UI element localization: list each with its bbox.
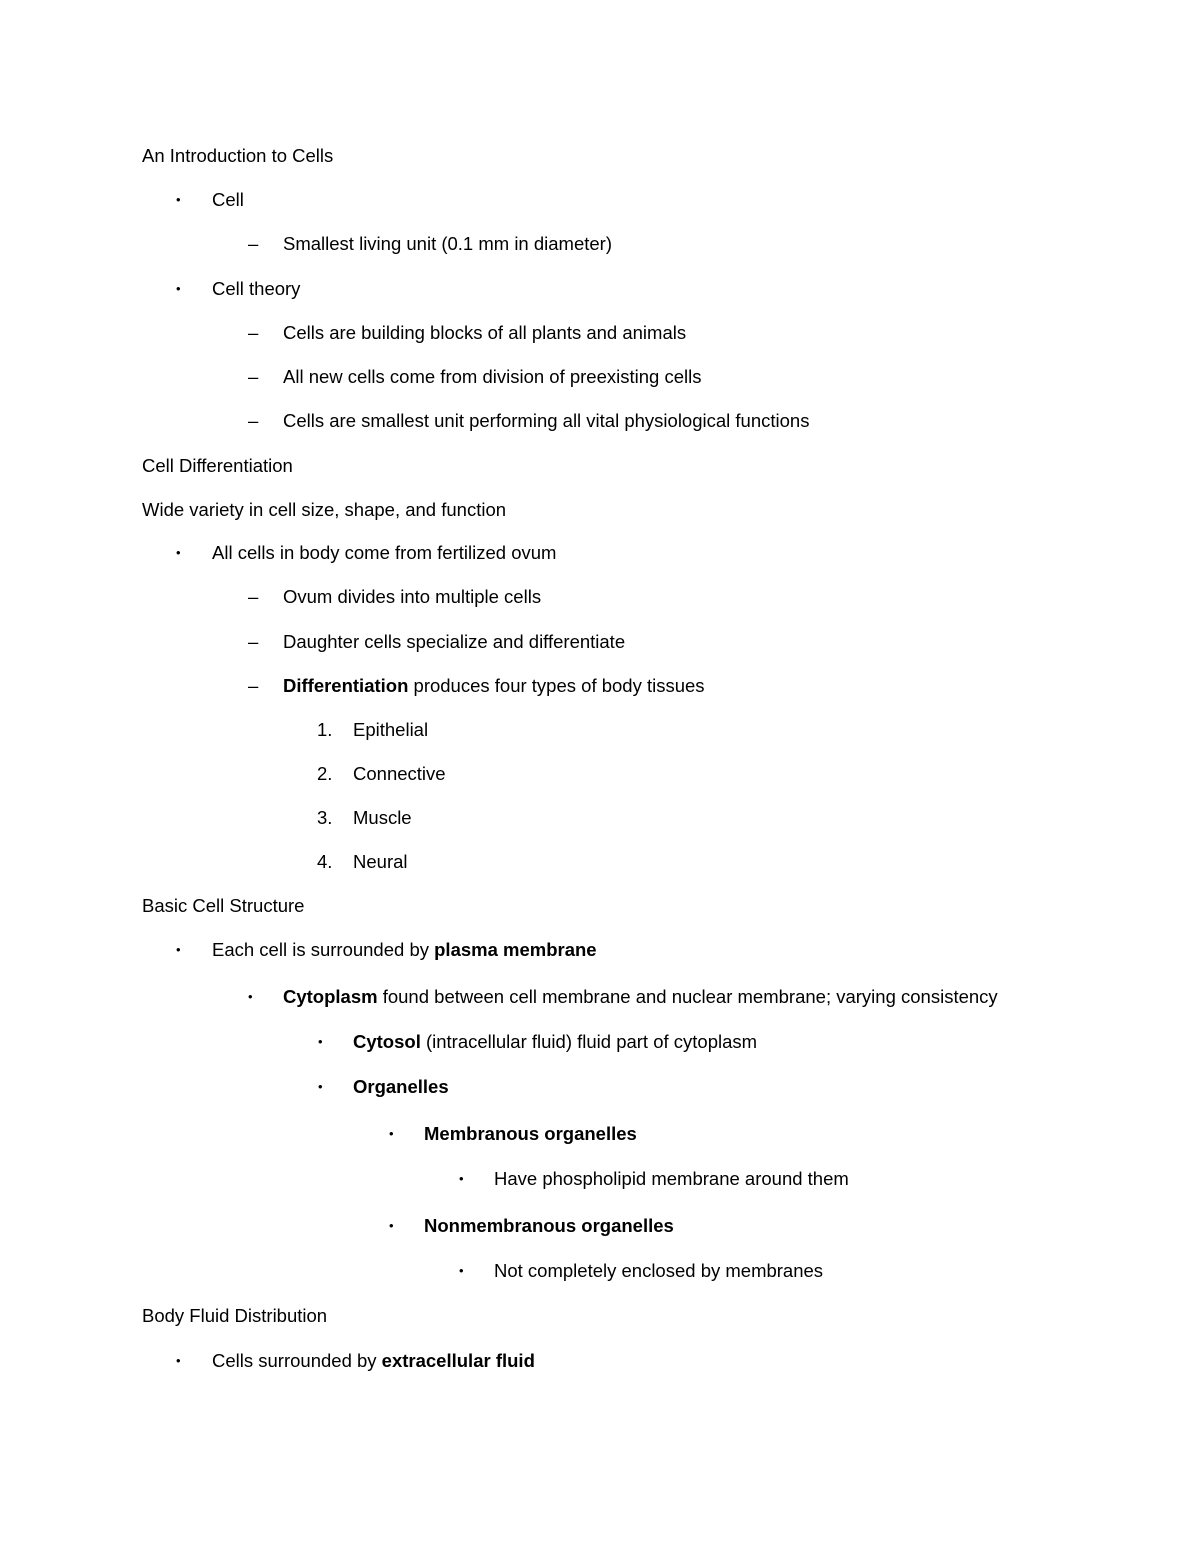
number-marker: 4. xyxy=(317,851,333,872)
list-item xyxy=(212,1349,535,1373)
list-item: Organelles xyxy=(353,1076,449,1097)
bold-term: Cytosol xyxy=(353,1031,421,1052)
bullet-marker: • xyxy=(176,192,181,207)
list-item: All cells in body come from fertilized ovum xyxy=(212,542,557,563)
list-item: Cells are building blocks of all plants and animals xyxy=(283,322,687,343)
list-item: All new cells come from division of preexisting cells xyxy=(283,366,702,387)
numbered-item: Neural xyxy=(353,851,408,872)
list-item xyxy=(212,938,597,962)
bold-term: plasma membrane xyxy=(434,939,597,960)
list-item: Membranous organelles xyxy=(424,1123,637,1144)
list-item: Nonmembranous organelles xyxy=(424,1215,674,1236)
list-item: Daughter cells specialize and differentiate xyxy=(283,631,626,652)
section-heading: Cell Differentiation xyxy=(142,455,293,476)
dash-marker: – xyxy=(248,322,259,343)
list-item: Have phospholipid membrane around them xyxy=(494,1168,849,1189)
bullet-marker: • xyxy=(389,1126,394,1141)
numbered-item: Epithelial xyxy=(353,719,429,740)
bullet-marker: • xyxy=(459,1171,464,1186)
list-item: Ovum divides into multiple cells xyxy=(283,586,542,607)
list-item xyxy=(353,1030,757,1054)
bullet-marker: • xyxy=(248,989,253,1004)
list-item xyxy=(283,674,705,698)
list-item: Cell xyxy=(212,189,244,210)
dash-marker: – xyxy=(248,586,259,607)
dash-marker: – xyxy=(248,675,259,696)
item-text: Cells surrounded by xyxy=(212,1350,382,1371)
section-heading: Body Fluid Distribution xyxy=(142,1305,328,1326)
list-item: Not completely enclosed by membranes xyxy=(494,1260,824,1281)
item-text: (intracellular fluid) fluid part of cytoplasm xyxy=(420,1031,758,1052)
list-item xyxy=(283,985,998,1009)
bullet-marker: • xyxy=(176,281,181,296)
item-text: produces four types of body tissues xyxy=(408,675,705,696)
numbered-item: Connective xyxy=(353,763,446,784)
list-item: Smallest living unit (0.1 mm in diameter) xyxy=(283,233,612,254)
bullet-marker: • xyxy=(318,1034,323,1049)
section-subheading: Wide variety in cell size, shape, and function xyxy=(142,499,507,520)
bullet-marker: • xyxy=(176,942,181,957)
dash-marker: – xyxy=(248,410,259,431)
list-item: Cells are smallest unit performing all vital physiological functions xyxy=(283,410,810,431)
number-marker: 2. xyxy=(317,763,333,784)
section-heading: An Introduction to Cells xyxy=(142,145,334,166)
number-marker: 1. xyxy=(317,719,333,740)
bullet-marker: • xyxy=(176,545,181,560)
number-marker: 3. xyxy=(317,807,333,828)
bullet-marker: • xyxy=(176,1353,181,1368)
bullet-marker: • xyxy=(318,1079,323,1094)
dash-marker: – xyxy=(248,631,259,652)
list-item: Cell theory xyxy=(212,278,301,299)
item-text: Each cell is surrounded by xyxy=(212,939,435,960)
bold-term: Cytoplasm xyxy=(283,986,378,1007)
dash-marker: – xyxy=(248,233,259,254)
bullet-marker: • xyxy=(459,1263,464,1278)
numbered-item: Muscle xyxy=(353,807,412,828)
dash-marker: – xyxy=(248,366,259,387)
section-heading: Basic Cell Structure xyxy=(142,895,305,916)
bullet-marker: • xyxy=(389,1218,394,1233)
item-text: found between cell membrane and nuclear membrane; varying consistency xyxy=(377,986,998,1007)
bold-term: Differentiation xyxy=(283,675,409,696)
bold-term: extracellular fluid xyxy=(381,1350,535,1371)
